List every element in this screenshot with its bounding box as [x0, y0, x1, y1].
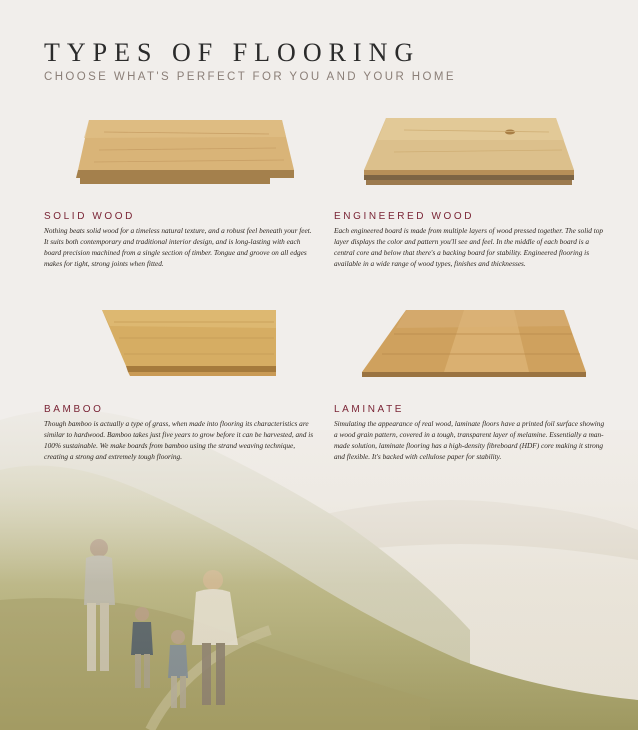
product-heading: SOLID WOOD: [44, 211, 136, 222]
product-card-solid-wood: [44, 112, 314, 282]
product-description: Simulating the appearance of real wood, laminate floors have a printed foil surface showing a wood grain pattern, covered in a tough, transparent layer of melamine. Essentially a man-made solution, laminate flooring has a high-density fibreboard (HDF) core making it strong and flexible. It's backed with cellulose paper for stability.: [334, 419, 605, 461]
product-card-bamboo: [44, 304, 314, 474]
product-description: Though bamboo is actually a type of grass, when made into flooring its characteristics are similar to hardwood. Bamboo takes just five years to grow before it can be harvested, and is 100% sustainable. We make boards from bamboo using the strand weaving technique, creating a strong and extremely tough flooring.: [44, 419, 314, 461]
product-card-engineered-wood: [334, 112, 604, 282]
solid-wood-plank-image: [44, 112, 314, 192]
product-description: Each engineered board is made from multiple layers of wood pressed together. The solid top layer displays the color and pattern you'll see and feel. In the middle of each board is a central core and below that there's a backing board for stability. Engineered flooring is available in a wide range of wood types, finishes and thicknesses.: [334, 226, 604, 268]
engineered-wood-plank-image: [334, 112, 604, 192]
laminate-plank-image: [334, 304, 604, 384]
product-card-laminate: [334, 304, 604, 474]
bamboo-plank-image: [44, 304, 314, 384]
product-heading: BAMBOO: [44, 404, 104, 415]
product-heading: ENGINEERED WOOD: [334, 211, 475, 222]
page-subtitle: CHOOSE WHAT'S PERFECT FOR YOU AND YOUR HOME: [44, 71, 456, 83]
product-description: Nothing beats solid wood for a timeless natural texture, and a robust feel beneath your feet. It suits both contemporary and traditional interior design, and is long-lasting with each board precision machined from a single section of timber. Tongue and groove on all edges makes for tight, strong joints when fitted.: [44, 226, 312, 268]
product-heading: LAMINATE: [334, 404, 405, 415]
page-title: TYPES OF FLOORING: [44, 38, 421, 67]
